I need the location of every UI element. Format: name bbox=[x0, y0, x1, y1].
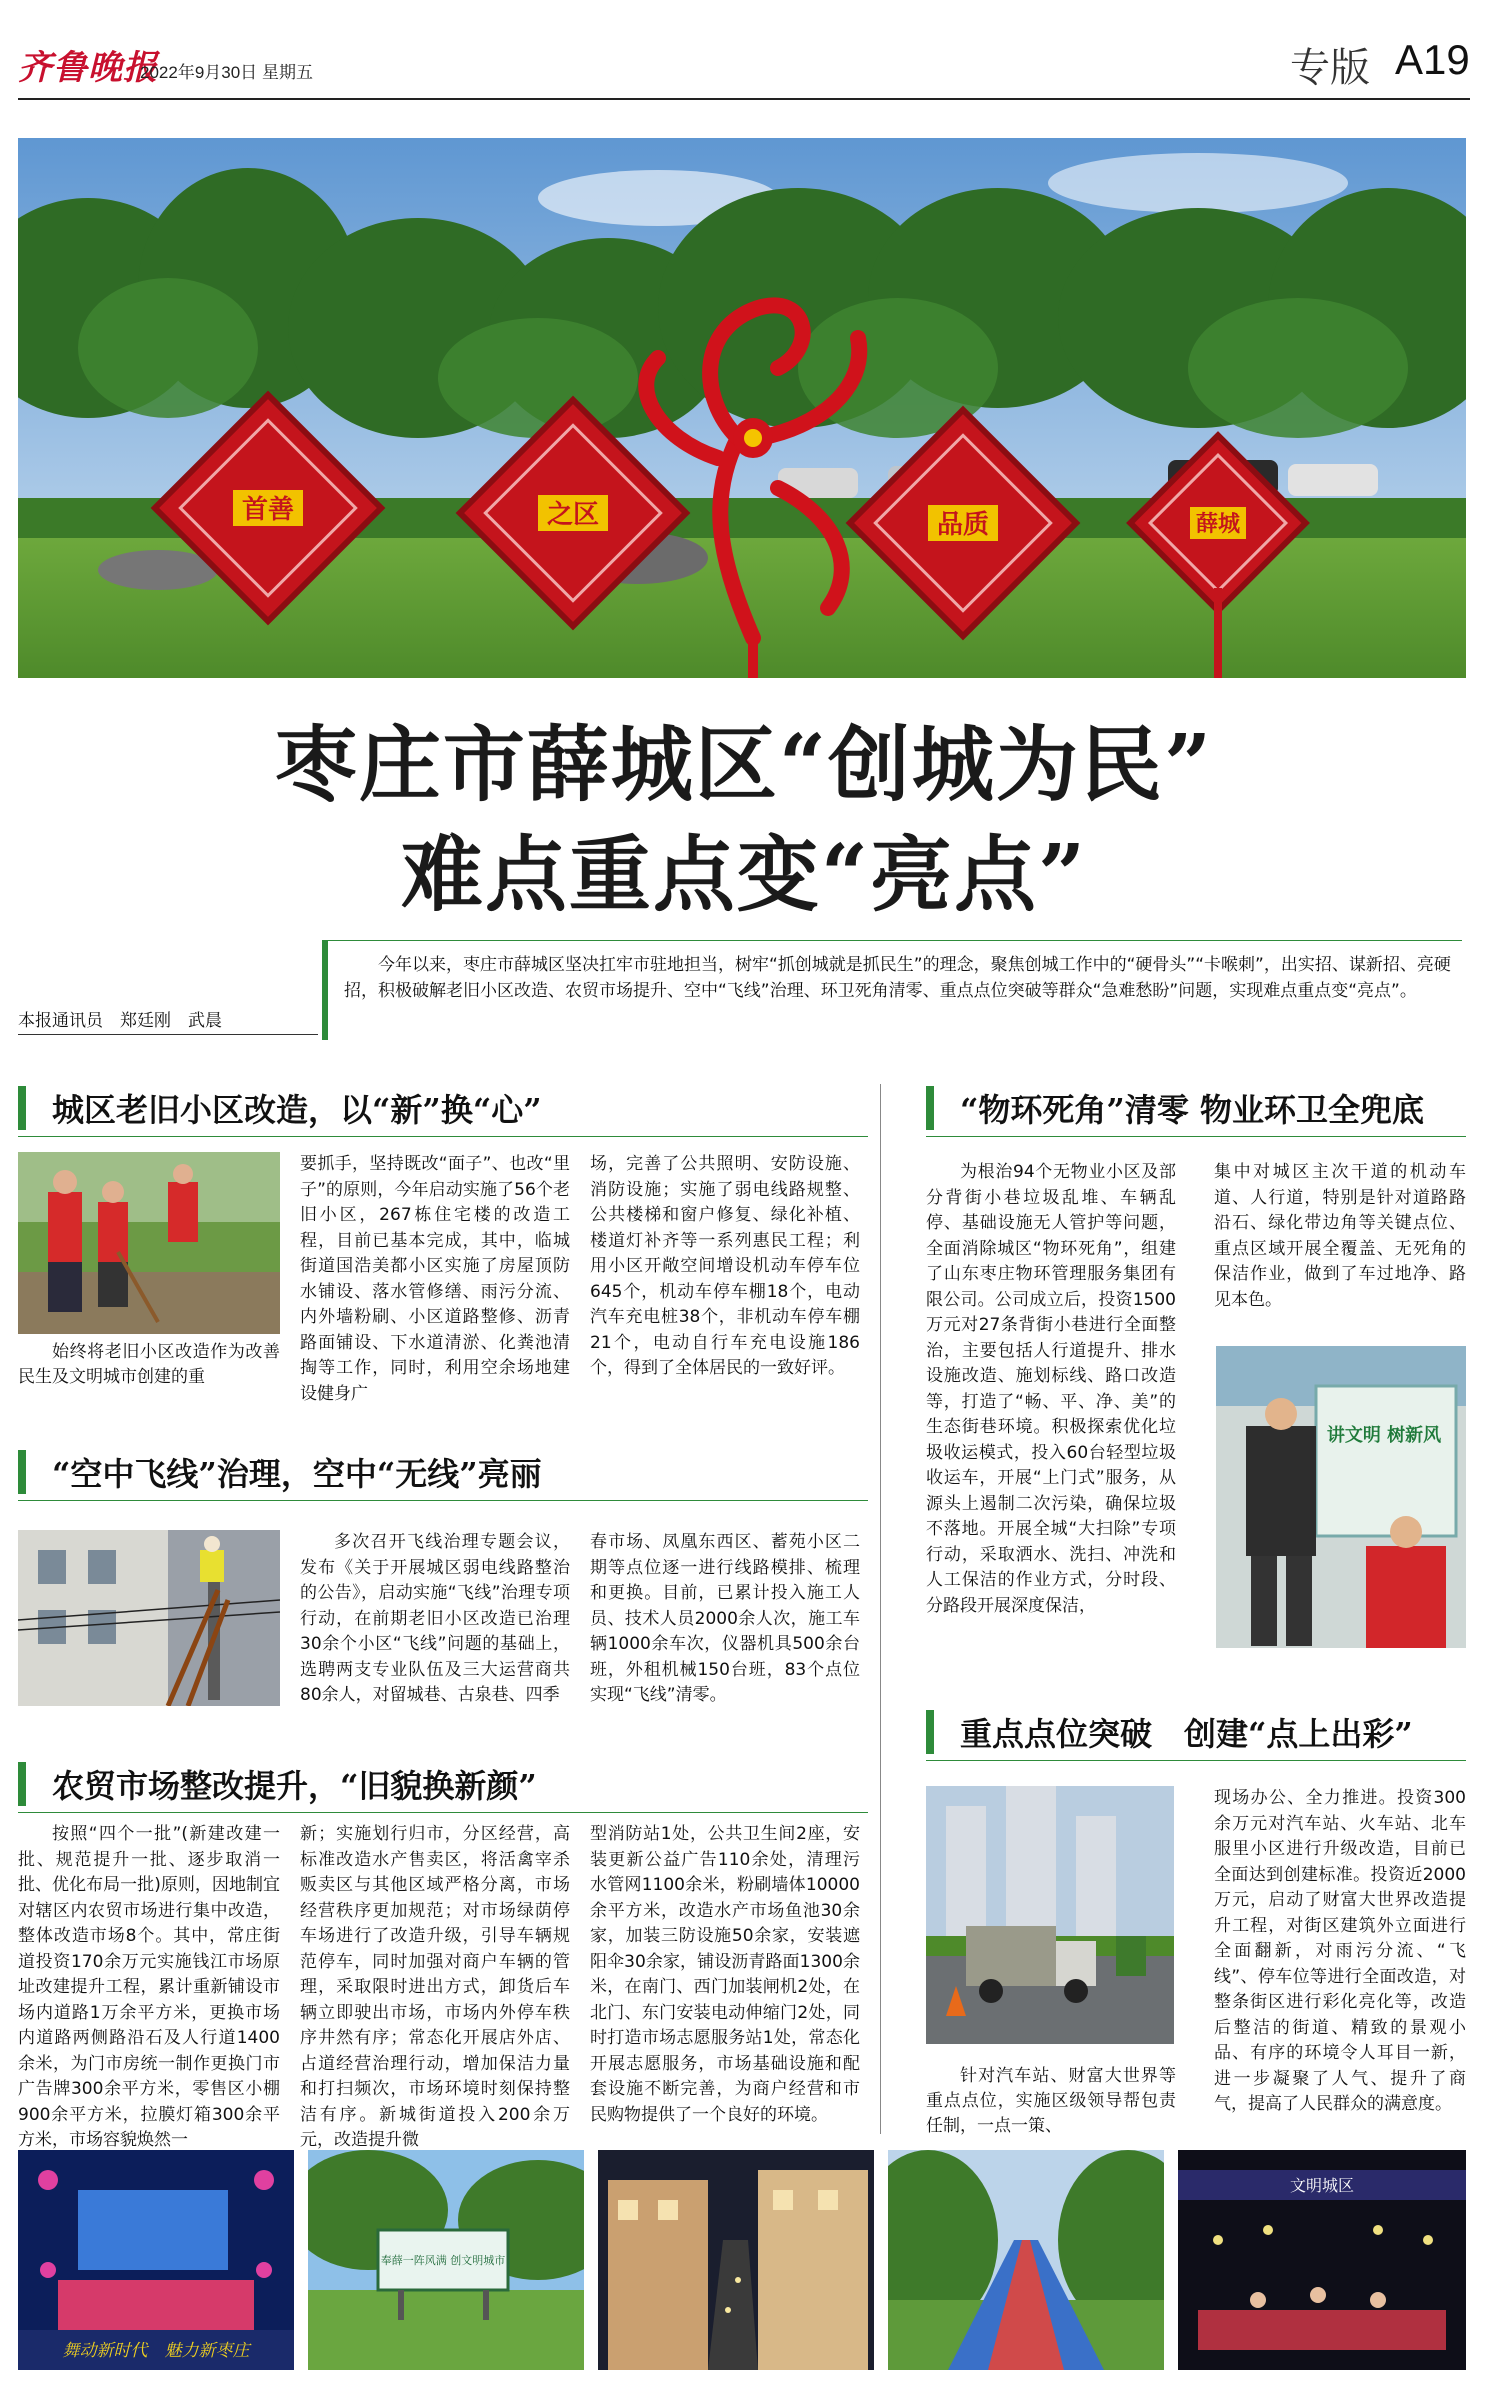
park-board-text: 奉薛一阵风满 创文明城市 bbox=[380, 2254, 506, 2267]
section-label: 专版 bbox=[1290, 46, 1370, 90]
sign-word-2: 之区 bbox=[546, 500, 600, 530]
section-title-sanitation bbox=[926, 1084, 1466, 1132]
s3-column-1: 按照“四个一批”(新建改建一批、规范提升一批、逐步取消一批、优化布局一批)原则，因地制宜对辖区内农贸市场进行集中改造，整体改造市场8个。其中，常庄街道投资170余万元实施钱江市场原址改建提升工程，累计重新铺设市场内道路1万余平方米，更换市场内道路两侧路沿石及人行道1400余米，为门市房统一制作更换门市广告牌300余平方米，零售区小棚900余平方米，拉膜灯箱300余平方米，市场容貌焕然一 bbox=[18, 1824, 280, 2150]
s1-column-2: 要抓手，坚持既改“面子”、也改“里子”的原则，今年启动实施了56个老旧小区，267栋住宅楼的改造工程，目前已基本完成，其中，临城街道国浩美都小区实施了房屋顶防水铺设、落水管修缮、雨污分流、内外墙粉刷、小区道路整修、沥青路面铺设、下水道清淤、化粪池清掏等工作，同时，利用空余场地建设健身广 bbox=[300, 1154, 570, 1404]
s5-caption: 针对汽车站、财富大世界等重点点位，实施区级领导帮包责任制，一点一策、 bbox=[926, 2066, 1176, 2136]
section-rule bbox=[926, 1136, 1466, 1137]
s3-column-3: 型消防站1处，公共卫生间2座，安装更新公益广告110余处，清理污水管网1100余米，粉刷墙体10000余平方米，改造水产市场鱼池30余家，加装三防设施50余家，安装遮阳伞30余家，铺设沥青路面1300余米，在南门、西门加装闸机2处，在北门、东门安装电动伸缩门2处，同时打造市场志愿服务站1处，常态化开展志愿服务，市场基础设施和配套设施不断完善，为商户经营和市民购物提供了一个良好的环境。 bbox=[590, 1824, 860, 2125]
photo-volunteers-cleaning bbox=[18, 1152, 280, 1334]
section-title-text: “物环死角”清零 物业环卫全兜底 bbox=[960, 1091, 1424, 1129]
section-marker bbox=[926, 1086, 934, 1130]
s2-column-3: 春市场、凤凰东西区、蓄苑小区二期等点位逐一进行线路模排、梳理和更换。目前，已累计投入施工人员、技术人员2000余人次，施工车辆1000余车次，仪器机具500余台班，外租机械150台班，83个点位实现“飞线”清零。 bbox=[590, 1532, 860, 1705]
hero-scene-illustration bbox=[18, 138, 1466, 678]
lead-paragraph: 今年以来，枣庄市薛城区坚决扛牢市驻地担当，树牢“抓创城就是抓民生”的理念，聚焦创城工作中的“硬骨头”“卡喉刺”，出实招、谋新招、亮硬招，积极破解老旧小区改造、农贸市场提升、空中“飞线”治理、环卫死角清零、重点点位突破等群众“急难愁盼”问题，实现难点重点变“亮点”。 bbox=[344, 955, 1451, 1001]
section-title-markets bbox=[18, 1760, 868, 1808]
photo-park-billboard bbox=[308, 2150, 584, 2370]
headline-line-1: 枣庄市薛城区“创城为民” bbox=[274, 717, 1214, 813]
s5-column-2: 现场办公、全力推进。投资300余万元对汽车站、火车站、北车服里小区进行升级改造，目前已全面达到创建标准。投资近2000万元，启动了财富大世界改造提升工程，对街区建筑外立面进行全面翻新，对雨污分流、“飞线”、停车位等进行全面改造，对整条街区进行彩化亮化等，改造后整洁的街道、精致的景观小品、有序的环境令人耳目一新，进一步凝聚了人气、提升了商气，提高了人民群众的满意度。 bbox=[1214, 1788, 1466, 2114]
section-marker bbox=[18, 1086, 26, 1130]
sign-word-1: 首善 bbox=[241, 495, 295, 525]
stage-banner-text: 舞动新时代 魅力新枣庄 bbox=[62, 2341, 250, 2361]
photo-street-cleaning bbox=[926, 1786, 1174, 2044]
section-rule bbox=[18, 1812, 868, 1813]
page-number: A19 bbox=[1395, 36, 1470, 83]
section-rule bbox=[18, 1136, 868, 1137]
night-banner-text: 文明城区 bbox=[1289, 2176, 1355, 2195]
section-title-old-communities bbox=[18, 1084, 868, 1132]
sign-word-3: 品质 bbox=[936, 510, 990, 540]
photo-wire-worker bbox=[18, 1530, 280, 1706]
photo-poster-volunteers bbox=[1216, 1346, 1466, 1648]
hero-photo bbox=[18, 138, 1466, 678]
headline-line-2: 难点重点变“亮点” bbox=[400, 827, 1088, 923]
photo-night-performance bbox=[1178, 2150, 1466, 2370]
photo-night-street bbox=[598, 2150, 874, 2370]
s4-column-2: 集中对城区主次干道的机动车道、人行道，特别是针对道路路沿石、绿化带边角等关键点位、重点区域开展全覆盖、无死角的保洁作业，做到了车过地净、路见本色。 bbox=[1214, 1162, 1466, 1310]
section-rule bbox=[926, 1760, 1466, 1761]
byline: 本报通讯员 郑廷刚 武晨 bbox=[18, 1011, 222, 1031]
sign-word-4: 薛城 bbox=[1195, 511, 1241, 537]
section-title-text: “空中飞线”治理，空中“无线”亮丽 bbox=[52, 1455, 542, 1493]
s1-column-3: 场，完善了公共照明、安防设施、消防设施；实施了弱电线路规整、公共楼梯和窗户修复、绿化补植、楼道灯补齐等一系列惠民工程；利用小区开敞空间增设机动车停车位645个，机动车停车棚18个，电动汽车充电桩38个，非机动车停车棚21个，电动自行车充电设施186个，得到了全体居民的一致好评。 bbox=[590, 1154, 860, 1378]
section-title-text: 城区老旧小区改造，以“新”换“心” bbox=[52, 1091, 542, 1129]
section-title-key-points bbox=[926, 1708, 1466, 1756]
issue-weekday: 星期五 bbox=[262, 63, 313, 82]
photo-greenway-path bbox=[888, 2150, 1164, 2370]
byline-rule bbox=[18, 1034, 318, 1035]
s4-column-1: 为根治94个无物业小区及部分背街小巷垃圾乱堆、车辆乱停、基础设施无人管护等问题，全面消除城区“物环死角”，组建了山东枣庄物环管理服务集团有限公司。公司成立后，投资1500万元对27条背街小巷进行全面整治，主要包括人行道提升、排水设施改造、施划标线、路口改造等，打造了“畅、平、净、美”的生态街巷环境。积极探索优化垃圾收运模式，投入60台轻型垃圾收运车，开展“上门式”服务，从源头上遏制二次污染，确保垃圾不落地。开展全城“大扫除”专项行动，采取洒水、洗扫、冲洗和人工保洁的作业方式，分时段、分路段开展深度保洁， bbox=[926, 1162, 1176, 1616]
section-title-text: 农贸市场整改提升，“旧貌换新颜” bbox=[52, 1767, 537, 1805]
column-divider bbox=[880, 1084, 881, 2134]
poster-slogan: 讲文明 树新风 bbox=[1326, 1425, 1442, 1446]
section-marker bbox=[926, 1710, 934, 1754]
section-marker bbox=[18, 1762, 26, 1806]
header-rule bbox=[18, 98, 1470, 100]
s1-caption: 始终将老旧小区改造作为改善民生及文明城市创建的重 bbox=[18, 1342, 280, 1387]
section-title-text: 重点点位突破 创建“点上出彩” bbox=[960, 1715, 1413, 1753]
section-title-flying-wires bbox=[18, 1448, 868, 1496]
s3-column-2: 新；实施划行归市，分区经营，高标准改造水产售卖区，将活禽宰杀贩卖区与其他区域严格分离，市场经营秩序更加规范；对市场绿荫停车场进行了改造升级，引导车辆规范停车，同时加强对商户车辆的管理，采取限时进出方式，卸货后车辆立即驶出市场，市场内外停车秩序井然有序；常态化开展店外店、占道经营治理行动，增加保洁力量和打扫频次，市场环境时刻保持整洁有序。新城街道投入200余万元，改造提升微 bbox=[300, 1824, 570, 2150]
masthead-logo: 齐鲁晚报 bbox=[18, 48, 158, 88]
issue-date: 2022年9月30日 bbox=[140, 63, 258, 82]
s2-column-2: 多次召开飞线治理专题会议，发布《关于开展城区弱电线路整治的公告》，启动实施“飞线”治理专项行动，在前期老旧小区改造已治理30余个小区“飞线”问题的基础上，选聘两支专业队伍及三大运营商共80余人，对留城巷、古泉巷、四季 bbox=[300, 1532, 570, 1705]
section-marker bbox=[18, 1450, 26, 1494]
photo-stage-show bbox=[18, 2150, 294, 2370]
section-rule bbox=[18, 1500, 868, 1501]
